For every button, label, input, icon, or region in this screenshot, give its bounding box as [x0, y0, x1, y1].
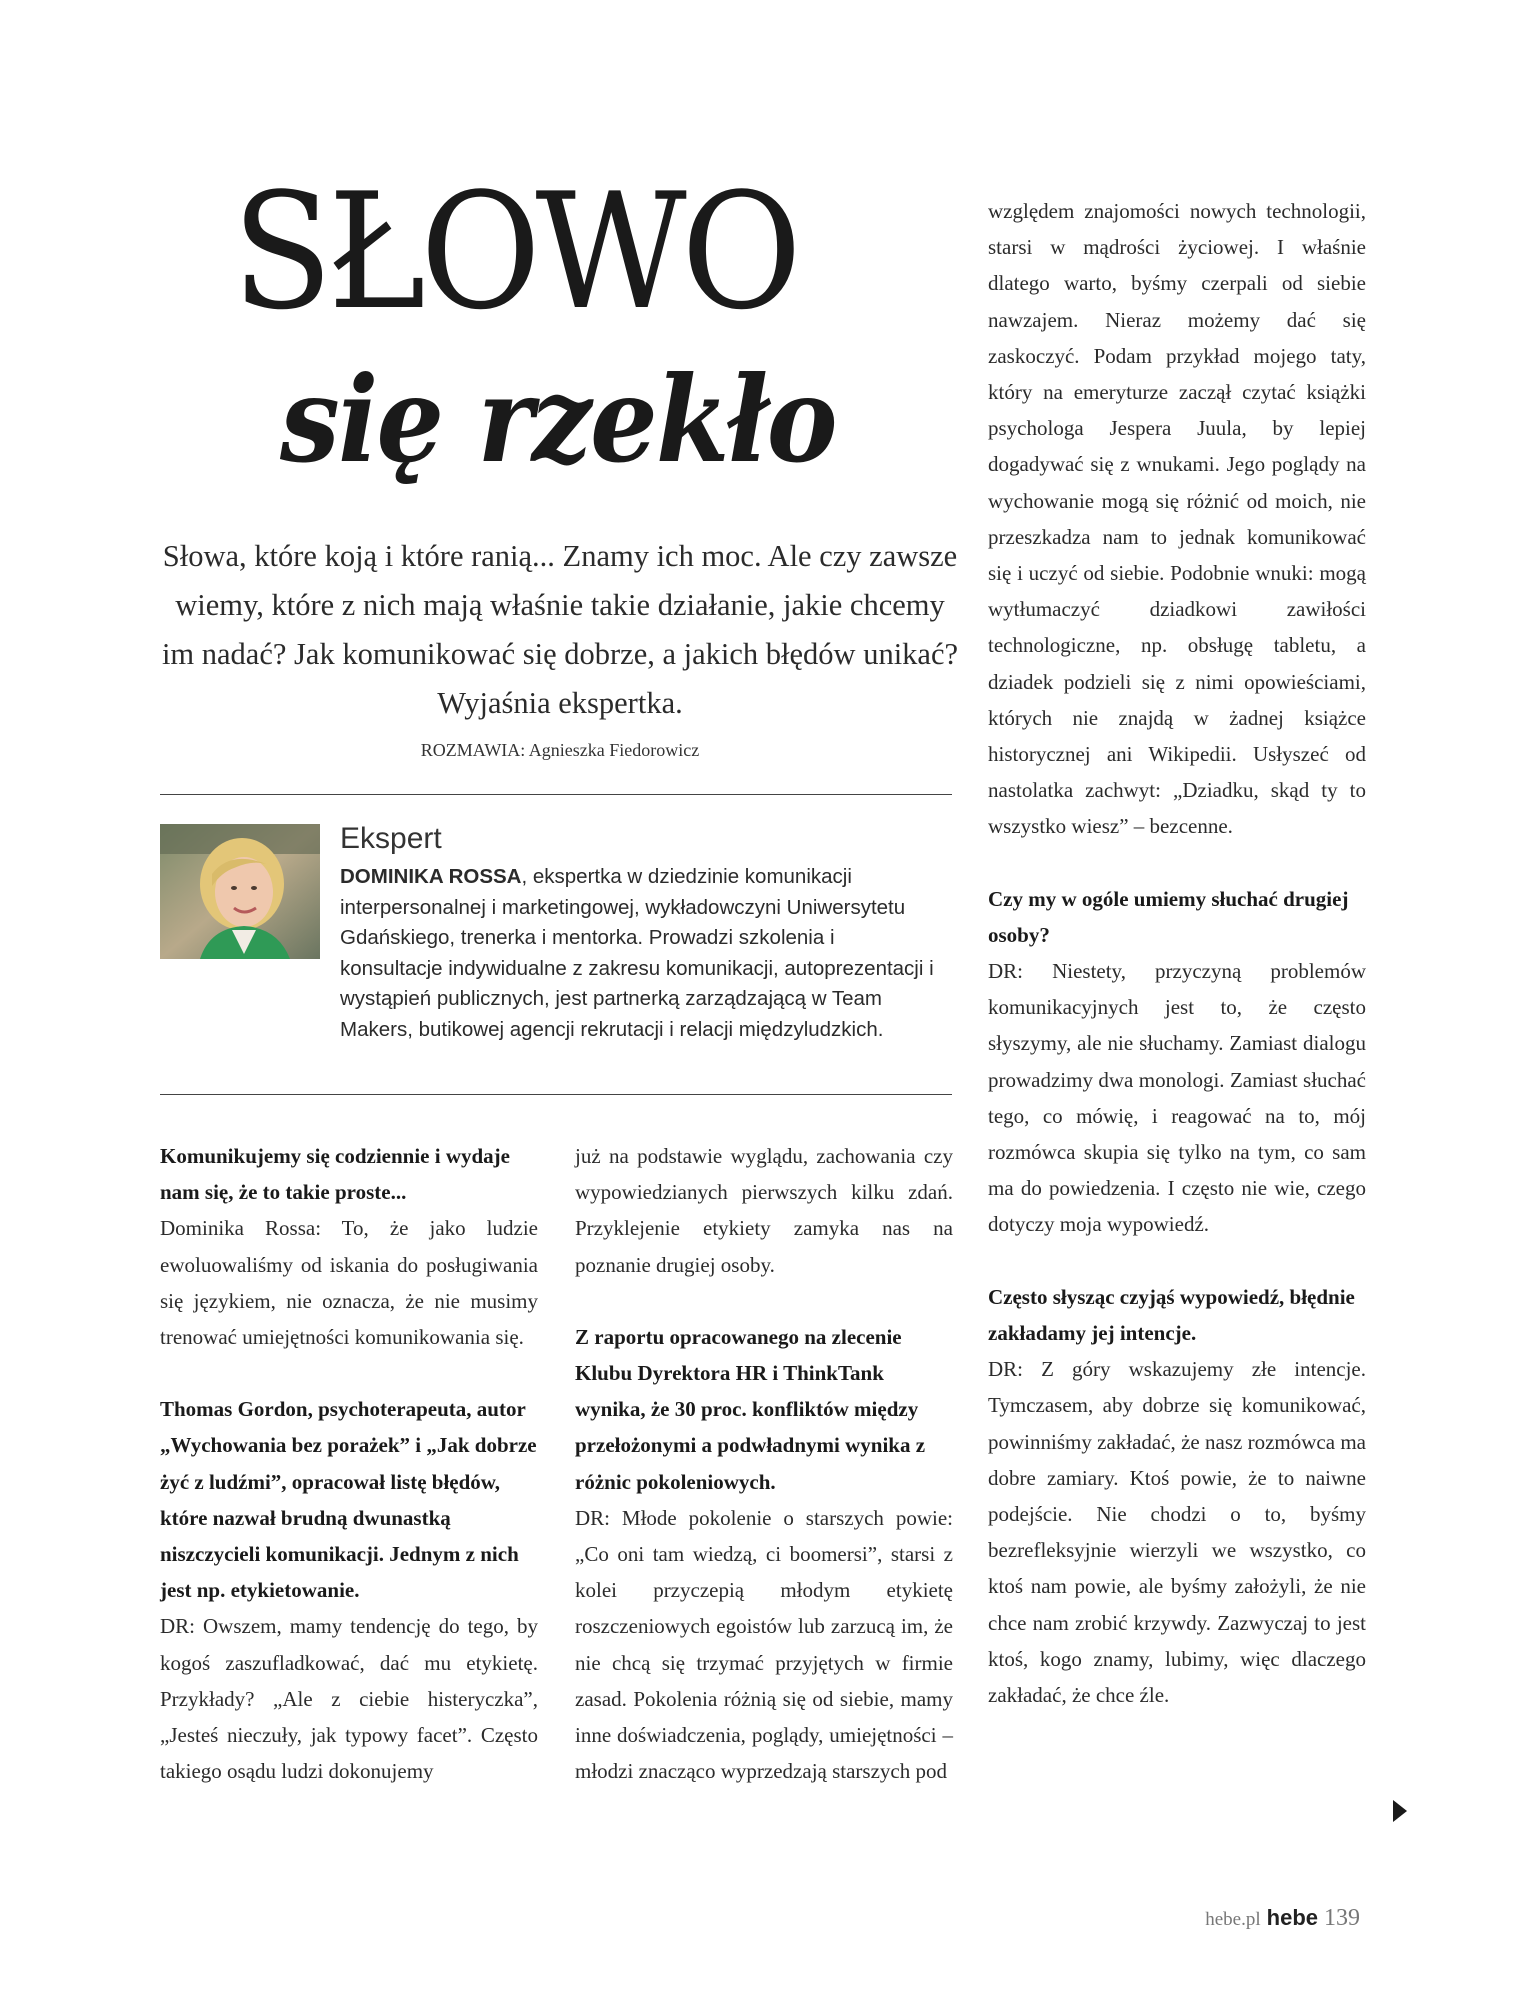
- article-title: SŁOWO: [232, 158, 797, 345]
- footer-site: hebe.pl: [1205, 1909, 1261, 1930]
- column-2: [575, 1138, 953, 1789]
- divider-top: [160, 794, 952, 795]
- question: Z raportu opracowanego na zlecenie Klubu Dyrektora HR i ThinkTank wynika, że 30 proc. konfliktów między przełożonymi a podwładnymi wynika z różnic pokoleniowych.: [575, 1324, 926, 1494]
- question: Często słysząc czyjąś wypowiedź, błędnie zakładamy jej intencje.: [988, 1284, 1355, 1345]
- answer: już na podstawie wyglądu, zachowania czy wypowiedzianych pierwszych kilku zdań. Przyklejenie etykiety zamyka nas na poznanie drugiej osoby.: [575, 1144, 953, 1277]
- expert-label: Ekspert: [340, 822, 442, 855]
- answer: DR: Z góry wskazujemy złe intencje. Tymczasem, aby dobrze się komunikować, powinniśmy zakładać, że nasz rozmówca ma dobre zamiary. Ktoś powie, że to naiwne podejście. Nie chodzi o to, byśmy bezrefleksyjnie wierzyli we wszystko, co ktoś nam powie, ale byśmy założyli, że nie chce nam zrobić krzywdy. Zazwyczaj to jest ktoś, kogo znamy, lubimy, więc dlaczego zakładać, że chce źle.: [988, 1357, 1366, 1707]
- answer: względem znajomości nowych technologii, starsi w mądrości życiowej. I właśnie dlatego warto, byśmy czerpali od siebie nawzajem. Nieraz możemy dać się zaskoczyć. Podam przykład mojego taty, który na emeryturze zaczął czytać książki psychologa Jespera Juula, by lepiej dogadywać się z wnukami. Jego poglądy na wychowanie mogą się różnić od moich, nie przeszkadza nam to jednak komunikować się i uczyć od siebie. Podobnie wnuki: mogą wytłumaczyć dziadkowi zawiłości technologiczne, np. obsługę tabletu, a dziadek podzieli się z nimi opowieściami, których nie znajdą w żadnej książce historycznej ani Wikipedii. Usłyszeć od nastolatka zachwyt: „Dziadku, skąd ty to wszystko wiesz” – bezcenne.: [988, 199, 1366, 839]
- question: Czy my w ogóle umiemy słuchać drugiej osoby?: [988, 886, 1349, 947]
- question: Thomas Gordon, psychoterapeuta, autor „Wychowania bez porażek” i „Jak dobrze żyć z ludźmi”, opracował listę błędów, które nazwał brudną dwunastką niszczycieli komunikacji. Jednym z nich jest np. etykietowanie.: [160, 1397, 537, 1603]
- question: Komunikujemy się codziennie i wydaje nam się, że to takie proste...: [160, 1144, 510, 1205]
- footer-brand: hebe: [1266, 1905, 1318, 1930]
- answer: Dominika Rossa: To, że jako ludzie ewoluowaliśmy od iskania do posługiwania się językiem, nie oznacza, że nie musimy trenować umiejętności komunikowania się.: [160, 1216, 538, 1350]
- answer: DR: Niestety, przyczyną problemów komunikacyjnych jest to, że często słyszymy, ale nie słuchamy. Zamiast dialogu prowadzimy dwa monologi. Zamiast słuchać tego, co mówię, i reagować na to, mój rozmówca skupia się tylko na tym, co sam ma do powiedzenia. I często nie wie, czego dotyczy moja wypowiedź.: [988, 959, 1366, 1237]
- expert-portrait-image: [160, 824, 320, 959]
- page-number: 139: [1324, 1905, 1360, 1931]
- divider-bottom: [160, 1094, 952, 1095]
- page-footer: [1140, 1905, 1360, 1932]
- expert-bio-text: , ekspertka w dziedzinie komunikacji interpersonalnej i marketingowej, wykładowczyni Uniwersytetu Gdańskiego, trenerka i mentorka. Prowadzi szkolenia i konsultacje indywidualne z zakresu komunikacji, autoprezentacji i wystąpień publicznych, jest partnerką zarządzającą w Team Makers, butikowej agencji rekrutacji i relacji międzyludzkich.: [340, 865, 934, 1041]
- expert-photo: [160, 824, 320, 959]
- continue-arrow-icon: [1393, 1800, 1407, 1822]
- article-lead: Słowa, które koją i które ranią... Znamy ich moc. Ale czy zawsze wiemy, które z nich mają właśnie takie działanie, jakie chcemy im nadać? Jak komunikować się dobrze, a jakich błędów unikać? Wyjaśnia ekspertka.: [161, 539, 959, 720]
- column-3: [988, 193, 1366, 1713]
- byline: ROZMAWIA: Agnieszka Fiedorowicz: [420, 740, 700, 760]
- expert-name: DOMINIKA ROSSA: [340, 865, 522, 888]
- column-1: [160, 1138, 538, 1789]
- answer: DR: Owszem, mamy tendencję do tego, by kogoś zaszufladkować, dać mu etykietę. Przykłady? „Ale z ciebie histeryczka”, „Jesteś nieczuły, jak typowy facet”. Często takiego osądu ludzi dokonujemy: [160, 1614, 538, 1784]
- answer: DR: Młode pokolenie o starszych powie: „Co oni tam wiedzą, ci boomersi”, starsi z kolei przyczepią młodym etykietę roszczeniowych egoistów lub zarzucą im, że nie chcą się trzymać przyjętych w firmie zasad. Pokolenia różnią się od siebie, mamy inne doświadczenia, poglądy, umiejętności – młodzi znacząco wyprzedzają starszych pod: [575, 1505, 953, 1784]
- article-subtitle: się rzekło: [280, 350, 836, 489]
- expert-bio: [340, 862, 940, 1045]
